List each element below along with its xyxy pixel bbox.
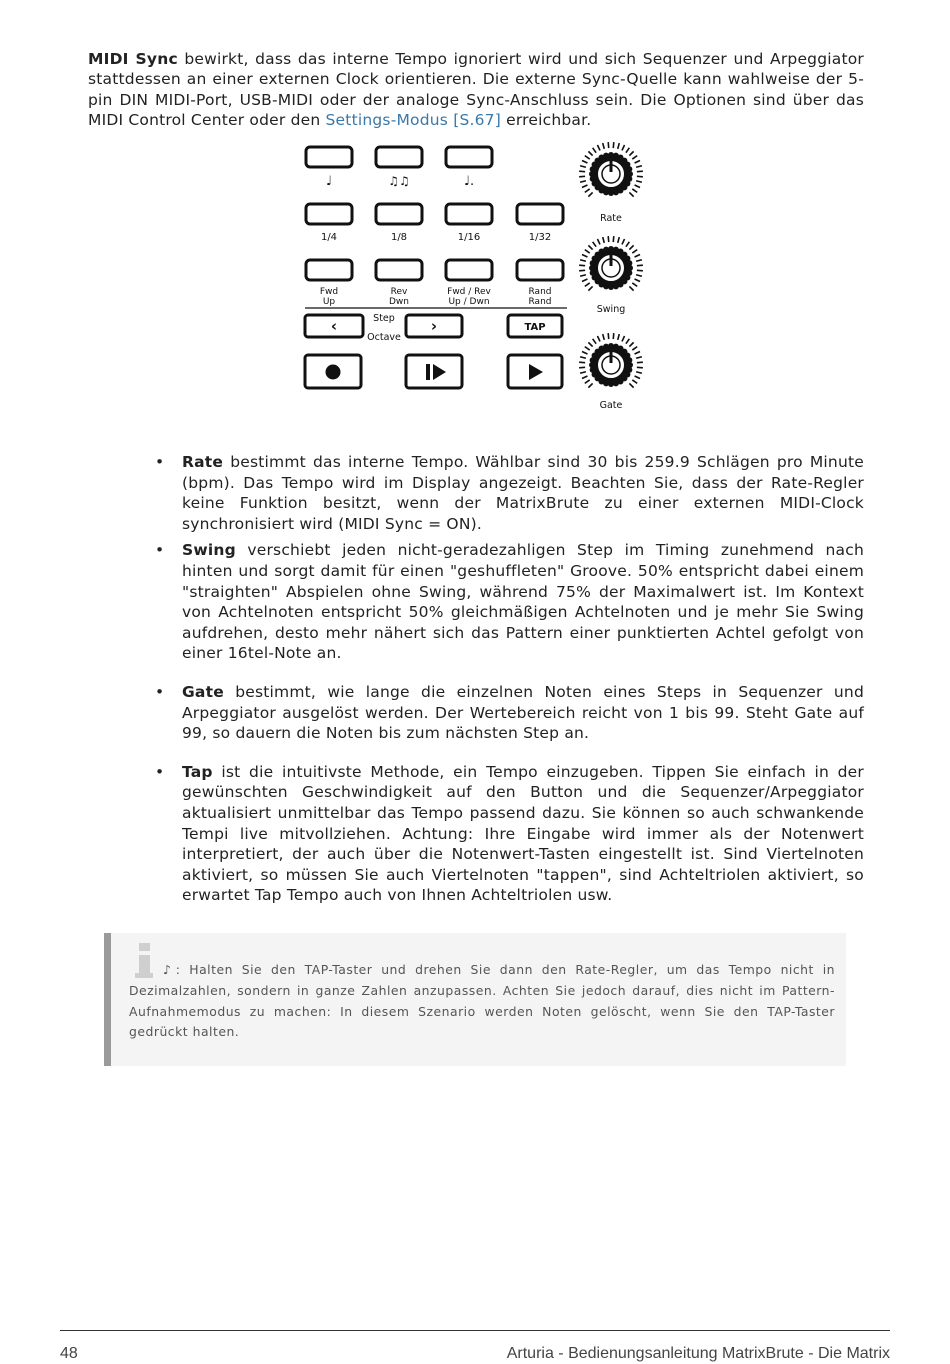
intro-text-2: erreichbar.: [501, 111, 592, 129]
mode-label-rev: Rev: [390, 287, 408, 297]
step-left-arrow: ‹: [330, 317, 338, 335]
list-item-swing: [155, 540, 864, 664]
div-1-16-button: [446, 204, 492, 224]
swing-term: Swing: [182, 541, 236, 560]
rate-knob-label: Rate: [600, 213, 622, 224]
tap-description: ist die intuitivste Methode, ein Tempo einzugeben. Tippen Sie einfach in der gewünschten Geschwindigkeit auf den Button und die Sequenzer/Arpeggiator aktualisiert unmittelbar das Tempo passend dazu. Sie können so auch schwankende Tempi live mitvollziehen. Achtung: Ihre Eingabe wird immer als der Notenwert interpretiert, der auch über die Notenwert-Tasten eingestellt ist. Sind Viertelnoten aktiviert, so müssen Sie auch Viertelnoten "tappen", sind Achteltriolen aktiviert, so erwartet Tap Tempo auch von Ihnen Achteltriolen usw.: [182, 762, 864, 905]
dotted-note-button: [446, 147, 492, 167]
mode-label-fwd: Fwd: [319, 287, 339, 297]
swing-knob-label: Swing: [596, 304, 626, 315]
gate-knob-label: Gate: [599, 400, 623, 411]
step-right-arrow: ›: [430, 317, 438, 335]
div-label-1-4: 1/4: [320, 232, 338, 243]
quarter-note-button: [306, 147, 352, 167]
intro-text-1: bewirkt, dass das interne Tempo ignoriert wird und sich Sequenzer und Arpeggiator stattdessen an einer externen Clock orientieren. Die externe Sync-Quelle kann wahlweise der 5-pin DIN MIDI-Port, USB-MIDI oder der analoge Sync-Anschluss sein. Die Optionen sind über das MIDI Control Center oder den: [88, 49, 864, 129]
mode-label-rand-1: Rand: [528, 287, 552, 297]
swing-knob: [579, 236, 643, 291]
tip-box: [104, 933, 846, 1066]
octave-label: Octave: [367, 332, 401, 343]
div-label-1-32: 1/32: [528, 232, 552, 243]
fwd-rev-up-dwn-button: [446, 260, 492, 280]
list-item-gate: [155, 682, 864, 744]
mode-label-rand-2: Rand: [528, 297, 552, 307]
div-1-8-button: [376, 204, 422, 224]
div-label-1-16: 1/16: [457, 232, 481, 243]
mode-label-dwn: Dwn: [389, 297, 409, 307]
div-label-1-8: 1/8: [390, 232, 408, 243]
rand-button: [517, 260, 563, 280]
intro-bold-term: MIDI Sync: [88, 49, 178, 68]
gate-knob: [579, 333, 643, 388]
rate-term: Rate: [182, 453, 224, 471]
rate-description: bestimmt das interne Tempo. Wählbar sind 30 bis 259.9 Schlägen pro Minute (bpm). Das Tempo wird im Display angezeigt. Beachten Sie, dass der Rate-Regler keine Funktion besitzt, wenn der MatrixBrute zu einer externen MIDI-Clock synchronisiert wird (MIDI Sync = ON).: [182, 453, 864, 533]
triplet-button: [376, 147, 422, 167]
swing-description: verschiebt jeden nicht-geradezahligen Step im Timing zunehmend nach hinten und sorgt damit für einen "geshuffleten" Groove. 50% entspricht dabei einem "straighten" Abspielen ohne Swing, während 75% der Maximalwert ist. Im Kontext von Achtelnoten entspricht 50% gleichmäßigen Achtelnoten und je mehr Sie Swing aufdrehen, desto mehr nähert sich das Pattern einer punktierten Achtel gefolgt von einer 16tel-Note an.: [182, 541, 864, 663]
tap-label: TAP: [524, 322, 546, 333]
record-icon: [326, 365, 341, 380]
intro-paragraph: [88, 49, 864, 131]
footer-divider: [60, 1330, 890, 1331]
mode-label-up: Up: [322, 297, 336, 307]
rev-dwn-button: [376, 260, 422, 280]
dotted-note-symbol: ♩.: [463, 174, 475, 189]
div-1-4-button: [306, 204, 352, 224]
fwd-up-button: [306, 260, 352, 280]
parameter-list: [155, 452, 864, 906]
page-number: 48: [60, 1345, 78, 1362]
tip-text: ♪: Halten Sie den TAP-Taster und drehen Sie dann den Rate-Regler, um das Tempo nicht in Dezimalzahlen, sondern in ganze Zahlen anzupassen. Achten Sie jedoch darauf, dies nicht im Pattern-Aufnahmemodus zu machen: In diesem Szenario werden Noten gelöscht, wenn Sie den TAP-Taster gedrückt halten.: [129, 962, 835, 1040]
step-label: Step: [373, 313, 395, 324]
list-item-rate: [155, 452, 864, 534]
quarter-note-symbol: ♩: [325, 174, 333, 189]
list-item-tap: [155, 762, 864, 906]
mode-label-fwd-rev: Fwd / Rev: [447, 287, 491, 297]
gate-term: Gate: [182, 682, 224, 701]
footer-title: Arturia - Bedienungsanleitung MatrixBrute - Die Matrix: [506, 1345, 890, 1362]
triplet-symbol: ♫♫: [388, 174, 410, 188]
sequencer-control-panel-diagram: [300, 140, 650, 420]
div-1-32-button: [517, 204, 563, 224]
settings-mode-link[interactable]: Settings-Modus [S.67]: [325, 111, 501, 129]
mode-label-up-dwn: Up / Dwn: [448, 297, 490, 307]
tap-term: Tap: [182, 762, 213, 781]
gate-description: bestimmt, wie lange die einzelnen Noten eines Steps in Sequenzer und Arpeggiator ausgelöst werden. Der Wertebereich reicht von 1 bis 99. Steht Gate auf 99, so dauern die Noten bis zum nächsten Step an.: [182, 682, 864, 743]
rate-knob: [579, 142, 643, 197]
